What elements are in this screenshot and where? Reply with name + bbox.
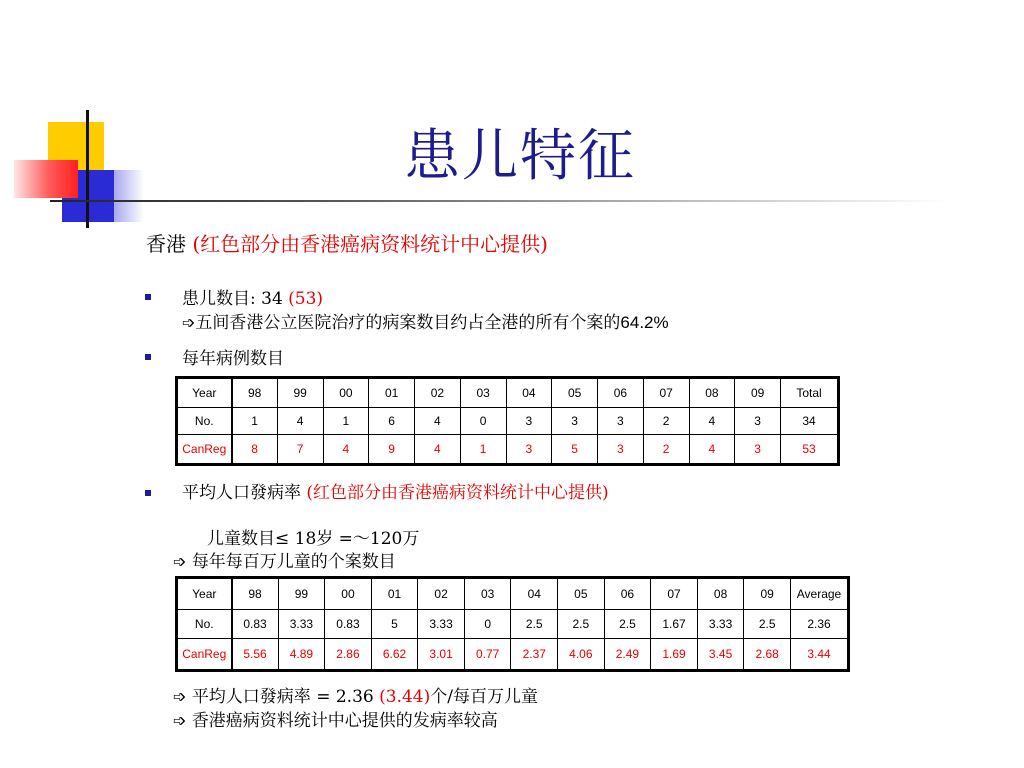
table-cell: 4 [689, 407, 735, 435]
table-cell: 5.56 [232, 639, 279, 671]
table-cell: 2 [643, 435, 689, 465]
table-cell: 9 [369, 435, 415, 465]
table-cell: 01 [371, 578, 418, 610]
table-cell: 0 [464, 609, 511, 639]
deco-blue-fade [104, 170, 144, 222]
table-cell: 3 [506, 435, 552, 465]
table-cell: 53 [781, 435, 839, 465]
incidence-source-note: (红色部分由香港癌病资料统计中心提供) [306, 483, 609, 503]
table-cell: 08 [697, 578, 744, 610]
table-cell: 3.33 [278, 609, 325, 639]
table-cell: No. [177, 609, 232, 639]
table-cell: 3.44 [791, 639, 849, 671]
table-cell: 0 [460, 407, 506, 435]
table-cell: 4 [415, 407, 461, 435]
table-cell: 03 [460, 378, 506, 408]
table-cell: 8 [232, 435, 278, 465]
table-cell: 34 [781, 407, 839, 435]
table-cell: 3 [735, 435, 781, 465]
table-cell: Average [791, 578, 849, 610]
table-row-no [177, 609, 849, 639]
table-cell: 2.5 [744, 609, 791, 639]
table-cell: 08 [689, 378, 735, 408]
bullet-marker [145, 490, 151, 496]
deco-red-bar [14, 160, 78, 198]
subtitle-source-note: (红色部分由香港癌病资料统计中心提供) [192, 232, 548, 256]
table-cell: Year [177, 578, 232, 610]
yearly-cases-table [175, 376, 840, 466]
table-cell: 2.5 [558, 609, 605, 639]
table-cell: 3 [506, 407, 552, 435]
table-cell: 98 [232, 378, 278, 408]
summary-average-suffix: 个/每百万儿童 [430, 687, 538, 707]
patient-count-label: 患儿数目: 34 [182, 289, 283, 309]
table-cell: 01 [369, 378, 415, 408]
table-cell: 5 [552, 435, 598, 465]
table-cell: 07 [643, 378, 689, 408]
table-cell: 4 [323, 435, 369, 465]
summary-average-prefix: 平均人口發病率 = 2.36 [191, 687, 380, 707]
table-cell: 2.86 [325, 639, 372, 671]
table-row-header [177, 578, 849, 610]
bullet-patient-count [182, 284, 323, 309]
bullet-marker [145, 354, 151, 360]
table-cell: Year [177, 378, 232, 408]
patient-count-canreg: (53) [288, 289, 324, 309]
table-cell: 2.49 [604, 639, 651, 671]
table-cell: 98 [232, 578, 279, 610]
incidence-rate-label: 平均人口發病率 [182, 483, 307, 503]
table-cell: 05 [558, 578, 605, 610]
table-cell: 99 [277, 378, 323, 408]
arrow-right-icon: ➩ [173, 711, 187, 730]
table-cell: 1.69 [651, 639, 698, 671]
arrow-right-icon: ➩ [182, 313, 196, 332]
title-underline [50, 200, 950, 202]
table-cell: 02 [418, 578, 465, 610]
table-cell: 00 [323, 378, 369, 408]
per-million-table [175, 576, 850, 672]
table-row-no [177, 407, 839, 435]
table-cell: 3.33 [418, 609, 465, 639]
table-row-header [177, 378, 839, 408]
table-cell: 3 [735, 407, 781, 435]
per-million-text: 每年每百万儿童的个案数目 [191, 552, 396, 572]
bullet-incidence-rate [182, 478, 609, 503]
table-cell: 04 [506, 378, 552, 408]
table-cell: CanReg [177, 435, 232, 465]
table-cell: 1 [232, 407, 278, 435]
table-cell: 4 [277, 407, 323, 435]
table-cell: 0.83 [232, 609, 279, 639]
arrow-right-icon: ➩ [173, 687, 187, 706]
table-cell: 03 [464, 578, 511, 610]
table-cell: 1 [460, 435, 506, 465]
table-cell: 06 [598, 378, 644, 408]
table-cell: 1 [323, 407, 369, 435]
arrow-right-icon: ➩ [173, 552, 187, 571]
hospital-share-text: 五间香港公立医院治疗的病案数目约占全港的所有个案的 [195, 313, 621, 333]
table-cell: No. [177, 407, 232, 435]
table-cell: 0.77 [464, 639, 511, 671]
table-cell: 4.06 [558, 639, 605, 671]
hospital-share-percent: 64.2% [620, 313, 669, 332]
table-cell: 2.5 [604, 609, 651, 639]
slide-title: 患儿特征 [404, 124, 636, 189]
table-cell: 4 [415, 435, 461, 465]
table-cell: 5 [371, 609, 418, 639]
deco-vertical-line [86, 110, 89, 228]
per-million-heading [173, 547, 396, 572]
table-cell: 2.5 [511, 609, 558, 639]
table-cell: 09 [744, 578, 791, 610]
table-cell: 00 [325, 578, 372, 610]
table-cell: 1.67 [651, 609, 698, 639]
hospital-share-note [182, 308, 669, 333]
table-cell: 05 [552, 378, 598, 408]
subtitle [146, 228, 548, 257]
table-cell: 02 [415, 378, 461, 408]
summary-higher-text: 香港癌病资料统计中心提供的发病率较高 [191, 711, 498, 731]
table-cell: 6.62 [371, 639, 418, 671]
table-cell: 3 [598, 407, 644, 435]
table-cell: 99 [278, 578, 325, 610]
table-cell: 2 [643, 407, 689, 435]
table-cell: 2.68 [744, 639, 791, 671]
table-cell: 3.01 [418, 639, 465, 671]
table-cell: 06 [604, 578, 651, 610]
subtitle-prefix: 香港 [146, 232, 193, 256]
table-cell: 7 [277, 435, 323, 465]
table-cell: 4 [689, 435, 735, 465]
table-cell: 6 [369, 407, 415, 435]
table-cell: 0.83 [325, 609, 372, 639]
bullet-marker [145, 294, 151, 300]
table-cell: CanReg [177, 639, 232, 671]
table-cell: 3.45 [697, 639, 744, 671]
table-cell: 2.37 [511, 639, 558, 671]
table-cell: 09 [735, 378, 781, 408]
child-population-line: 儿童数目≤ 18岁 =～120万 [207, 529, 420, 549]
table-cell: 07 [651, 578, 698, 610]
table-cell: 2.36 [791, 609, 849, 639]
bullet-yearly-cases: 每年病例数目 [182, 349, 284, 369]
table-cell: 04 [511, 578, 558, 610]
summary-average-rate [173, 682, 538, 707]
table-cell: Total [781, 378, 839, 408]
table-cell: 3 [552, 407, 598, 435]
table-cell: 3 [598, 435, 644, 465]
summary-higher-rate [173, 706, 498, 731]
table-row-canreg [177, 639, 849, 671]
table-cell: 4.89 [278, 639, 325, 671]
summary-average-canreg: (3.44) [379, 687, 431, 707]
table-row-canreg [177, 435, 839, 465]
table-cell: 3.33 [697, 609, 744, 639]
